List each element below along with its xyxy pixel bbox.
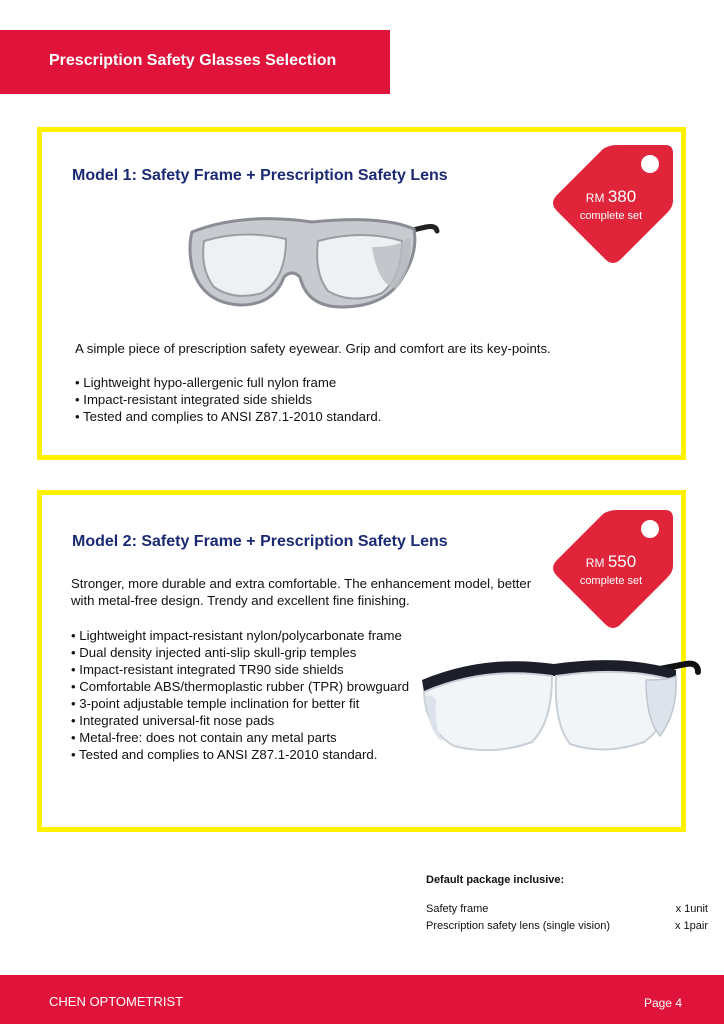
- model-2-price: [557, 552, 665, 572]
- model-2-card: [37, 490, 686, 832]
- model-2-feature: • 3-point adjustable temple inclination for better fit: [71, 695, 421, 712]
- model-2-feature: • Tested and complies to ANSI Z87.1-2010 standard.: [71, 746, 421, 763]
- model-1-price-note: complete set: [579, 210, 643, 222]
- model-2-feature: • Impact-resistant integrated TR90 side shields: [71, 661, 421, 678]
- header-bar: [0, 30, 390, 94]
- model-1-title: Model 1: Safety Frame + Prescription Safety Lens: [72, 167, 448, 184]
- model-2-feature: • Integrated universal-fit nose pads: [71, 712, 421, 729]
- model-2-price-currency: RM: [585, 556, 605, 570]
- model-1-feature: • Impact-resistant integrated side shields: [75, 391, 381, 408]
- package-item-qty: x 1unit: [675, 903, 708, 915]
- model-1-feature: • Tested and complies to ANSI Z87.1-2010 standard.: [75, 408, 381, 425]
- model-2-price-tag: [547, 502, 673, 628]
- page-title: Prescription Safety Glasses Selection: [49, 52, 337, 69]
- model-2-feature: • Comfortable ABS/thermoplastic rubber (TPR) browguard: [71, 678, 421, 695]
- footer-bar: [0, 975, 724, 1024]
- model-2-price-note: complete set: [579, 575, 643, 587]
- package-item-name: Safety frame: [426, 903, 489, 915]
- model-2-title: Model 2: Safety Frame + Prescription Safety Lens: [72, 533, 448, 550]
- footer-brand: CHEN OPTOMETRIST: [49, 994, 184, 1009]
- model-1-price: [557, 187, 665, 207]
- package-row: [426, 901, 708, 918]
- model-2-feature: • Lightweight impact-resistant nylon/polycarbonate frame: [71, 627, 421, 644]
- model-2-description: Stronger, more durable and extra comfortable. The enhancement model, better with metal-free design. Trendy and excellent fine finishing.: [71, 576, 532, 608]
- model-2-price-value: 550: [607, 552, 637, 571]
- safety-glasses-grey-image: [182, 207, 442, 317]
- package-row: [426, 918, 708, 935]
- page-number: Page 4: [643, 996, 682, 1010]
- model-2-feature: • Metal-free: does not contain any metal parts: [71, 729, 421, 746]
- model-2-feature-list: [71, 627, 421, 763]
- package-title: Default package inclusive:: [426, 874, 565, 886]
- model-1-price-tag: [547, 137, 673, 263]
- model-1-price-currency: RM: [585, 191, 605, 205]
- package-item-name: Prescription safety lens (single vision): [426, 920, 611, 932]
- model-1-feature-list: [75, 374, 381, 425]
- package-item-qty: x 1pair: [674, 920, 708, 932]
- model-1-price-value: 380: [607, 187, 637, 206]
- model-1-description: A simple piece of prescription safety eyewear. Grip and comfort are its key-points.: [75, 341, 551, 356]
- package-info: [426, 874, 716, 935]
- model-1-feature: • Lightweight hypo-allergenic full nylon frame: [75, 374, 381, 391]
- model-2-feature: • Dual density injected anti-slip skull-grip temples: [71, 644, 421, 661]
- model-1-card: [37, 127, 686, 460]
- safety-glasses-black-image: [414, 650, 704, 760]
